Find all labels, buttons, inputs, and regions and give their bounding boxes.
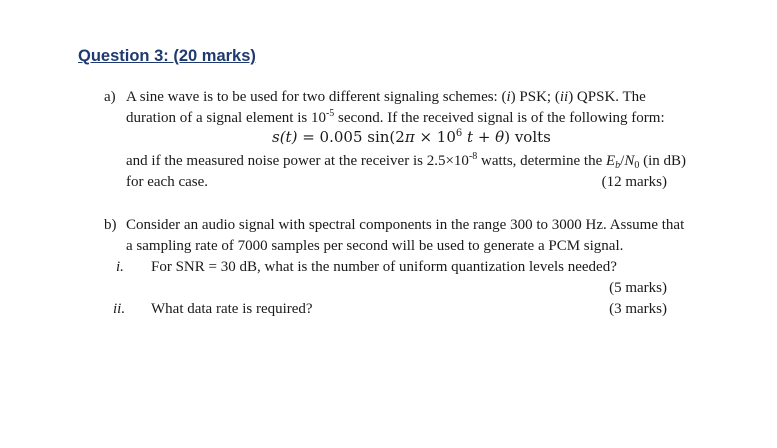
sub-question-i-marks: (5 marks)	[609, 280, 667, 296]
part-a-line-1-mid: ) PSK; (	[510, 89, 560, 105]
equation-unit: volts	[510, 128, 551, 146]
part-a-line-2	[126, 109, 665, 127]
question-heading: Question 3: (20 marks)	[78, 47, 256, 65]
part-a-line-3-exponent: -8	[468, 151, 478, 162]
sub-question-i-text: For SNR = 30 dB, what is the number of uniform quantization levels needed?	[151, 259, 617, 275]
part-a-line-1-pre: A sine wave is to be used for two different signaling schemes: (	[126, 89, 507, 105]
part-a-line-1	[126, 88, 646, 106]
equation-exponent: 6	[455, 128, 463, 139]
equation-theta: θ	[495, 128, 505, 146]
equation-t: t	[462, 128, 474, 146]
sub-question-ii-text: What data rate is required?	[151, 301, 313, 317]
part-a-marks: (12 marks)	[601, 174, 667, 190]
part-a-line-2-pre: duration of a signal element is 10	[126, 110, 326, 126]
part-a-line-3-mid: watts, determine the	[477, 153, 606, 169]
eb-symbol: E	[605, 153, 616, 169]
part-b-marker: b)	[104, 217, 117, 233]
part-a-line-3	[126, 152, 686, 170]
eb-subscript: b	[615, 160, 621, 171]
signal-equation	[272, 128, 551, 146]
ratio-slash: /	[620, 153, 625, 169]
part-b-line-1: Consider an audio signal with spectral components in the range 300 to 3000 Hz. Assume that	[126, 217, 685, 233]
part-a-line-2-post: second. If the received signal is of the following form:	[334, 110, 665, 126]
equation-times: × 10	[414, 128, 456, 146]
n0-subscript: 0	[634, 160, 640, 171]
equation-plus: +	[473, 128, 496, 146]
part-a-marker: a)	[104, 89, 116, 105]
sub-question-ii-marks: (3 marks)	[609, 301, 667, 317]
part-a-line-2-exponent: -5	[325, 108, 335, 119]
sub-question-ii-marker: ii.	[113, 301, 126, 317]
sub-question-i-marker: i.	[116, 259, 124, 275]
part-a-line-3-pre: and if the measured noise power at the receiver is 2.5×10	[126, 153, 469, 169]
equation-close: )	[504, 128, 511, 146]
equation-lhs: s(t)	[272, 128, 298, 146]
part-b-line-2: a sampling rate of 7000 samples per second will be used to generate a PCM signal.	[126, 238, 624, 254]
n0-symbol: N	[624, 153, 635, 169]
part-a-line-3-post: (in dB)	[639, 153, 687, 169]
part-a-line-4: for each case.	[126, 174, 209, 190]
part-a-line-1-post: ) QPSK. The	[568, 89, 646, 105]
equation-amplitude: = 0.005 sin(2	[297, 128, 405, 146]
part-a-item-ii: ii	[559, 89, 569, 105]
equation-pi: π	[404, 128, 415, 146]
part-a-item-i: i	[506, 89, 511, 105]
